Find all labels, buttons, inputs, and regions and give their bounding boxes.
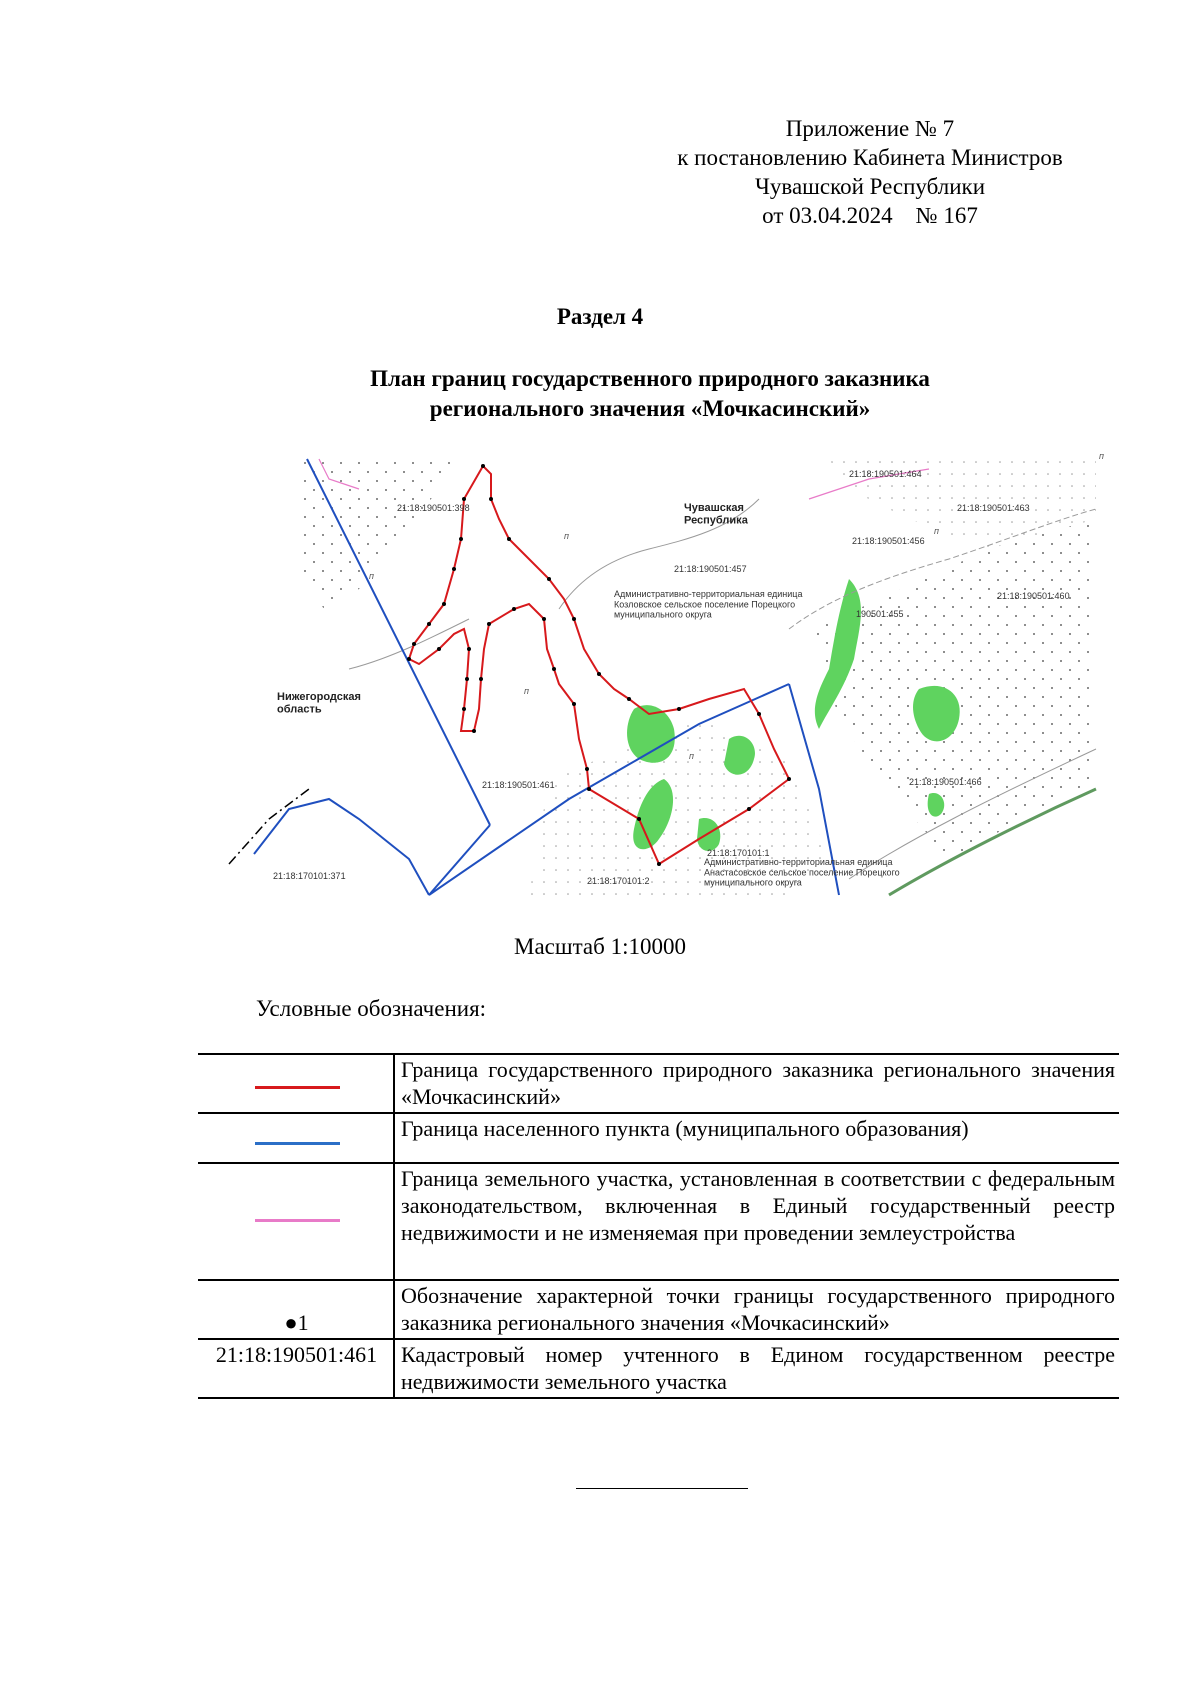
- region-chuvash-label: Чувашская Республика: [684, 502, 748, 527]
- plan-title: [200, 364, 1100, 424]
- legend-symbol-cadastral: 21:18:190501:461: [198, 1339, 394, 1398]
- svg-text:п: п: [934, 526, 939, 536]
- svg-text:п: п: [369, 571, 374, 581]
- legend-desc-cadastral: Кадастровый номер учтенного в Едином государственном реестре недвижимости земельного участка: [401, 1342, 1115, 1394]
- admin-anastasovskoe-label: Административно-территориальная единица Анастасовское сельское поселение Порецкого муниципального округа: [704, 857, 900, 888]
- cad-label-456: 21:18:190501:456: [852, 536, 925, 546]
- cad-label-464: 21:18:190501:464: [849, 469, 922, 479]
- cad-label-466: 21:18:190501:466: [909, 777, 982, 787]
- legend-title: Условные обозначения:: [256, 996, 487, 1021]
- red-line-sample: [255, 1086, 340, 1089]
- legend-row-cadastral: [198, 1339, 1119, 1398]
- admin-kozlovskoe-label: Административно-территориальная единица Козловское сельское поселение Порецкого муниципального округа: [614, 589, 803, 620]
- appendix-header: [620, 114, 1120, 230]
- cad-label-455: 190501:455: [856, 609, 904, 619]
- legend-desc-reserve: Граница государственного природного заказника регионального значения «Мочкасинский»: [401, 1057, 1115, 1109]
- legend-desc-settlement: Граница населенного пункта (муниципального образования): [401, 1116, 969, 1141]
- section-title: Раздел 4: [556, 304, 644, 329]
- legend-table: [198, 1053, 1119, 1399]
- cad-label-457: 21:18:190501:457: [674, 564, 747, 574]
- legend-row-settlement: [198, 1113, 1119, 1163]
- svg-text:п: п: [564, 531, 569, 541]
- cad-label-1: 21:18:170101:1: [707, 848, 770, 858]
- appendix-republic: Чувашской Республики: [754, 174, 986, 199]
- bottom-rule: [576, 1488, 748, 1489]
- svg-text:п: п: [524, 686, 529, 696]
- boundary-map: [229, 451, 1104, 895]
- svg-text:п: п: [1099, 451, 1104, 461]
- legend-row-reserve: [198, 1054, 1119, 1113]
- plan-title-line1: План границ государственного природного заказника: [370, 366, 930, 391]
- legend-symbol-reserve: [198, 1054, 394, 1113]
- legend-symbol-parcel: [198, 1163, 394, 1280]
- cad-label-398: 21:18:190501:398: [397, 503, 470, 513]
- map-scale: Масштаб 1:10000: [514, 934, 686, 959]
- cad-label-2: 21:18:170101:2: [587, 876, 650, 886]
- cad-label-371: 21:18:170101:371: [273, 871, 346, 881]
- svg-text:п: п: [689, 751, 694, 761]
- legend-symbol-settlement: [198, 1113, 394, 1163]
- appendix-date: от 03.04.2024 № 167: [762, 203, 978, 228]
- legend-desc-point: Обозначение характерной точки границы государственного природного заказника регионального значения «Мочкасинский»: [401, 1283, 1115, 1335]
- cad-label-460: 21:18:190501:460: [997, 591, 1070, 601]
- map-svg: [229, 451, 1104, 895]
- blue-line-sample: [255, 1142, 340, 1145]
- appendix-decree: к постановлению Кабинета Министров: [677, 145, 1063, 170]
- region-nizhny-label: Нижегородская область: [277, 691, 361, 716]
- legend-desc-parcel: Граница земельного участка, установленная в соответствии с федеральным законодательством, включенная в Единый государственный реестр недвижимости и не изменяемая при проведении землеустройства: [401, 1166, 1115, 1245]
- appendix-number: Приложение № 7: [785, 116, 955, 141]
- cad-label-463: 21:18:190501:463: [957, 503, 1030, 513]
- legend-row-point: [198, 1280, 1119, 1339]
- cad-label-461: 21:18:190501:461: [482, 780, 555, 790]
- plan-title-line2: регионального значения «Мочкасинский»: [429, 396, 871, 421]
- legend-row-parcel: [198, 1163, 1119, 1280]
- legend-symbol-point: ●1: [198, 1280, 394, 1339]
- pink-line-sample: [255, 1219, 340, 1222]
